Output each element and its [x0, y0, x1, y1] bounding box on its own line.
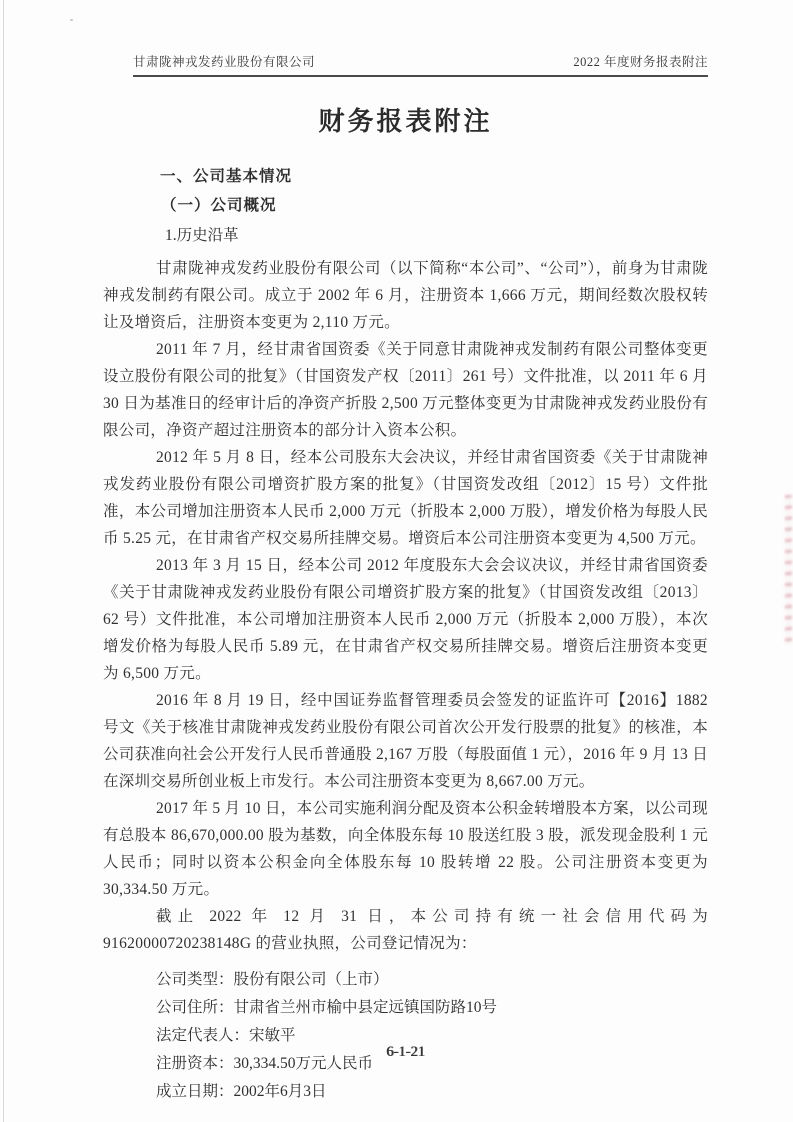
item-heading-history: 1.历史沿革	[165, 227, 239, 244]
registration-info-list	[103, 966, 708, 1106]
registration-company-type: 公司类型：股份有限公司（上市）	[156, 971, 389, 988]
paragraph-2013-capital-increase: 2013 年 3 月 15 日，经本公司 2012 年度股东大会会议决议，并经甘肃省国资委《关于甘肃陇神戎发药业股份有限公司增资扩股方案的批复》（甘国资发改组〔2013〕62 号）文件批准，本公司增加注册资本人民币 2,000 万元（折股本 2,000 万股），本次增发价格为每股人民币 5.89 元，在甘肃省产权交易所挂牌交易。增资后注册资本变更为 6,500 万元。	[103, 557, 708, 682]
paragraph-2011-restructuring: 2011 年 7 月，经甘肃省国资委《关于同意甘肃陇神戎发制药有限公司整体变更设立股份有限公司的批复》（甘国资发产权〔2011〕261 号）文件批准，以 2011 年 6 月 30 日为基准日的经审计后的净资产折股 2,500 万元整体变更为甘肃陇神戎发药业股份有限公司，净资产超过注册资本的部分计入资本公积。	[103, 341, 708, 439]
page-header	[133, 0, 708, 77]
document-title: 财务报表附注	[318, 106, 493, 136]
paragraph-company-origin: 甘肃陇神戎发药业股份有限公司（以下简称“本公司”、“公司”），前身为甘肃陇神戎发制药有限公司。成立于 2002 年 6 月，注册资本 1,666 万元，期间经数次股权转让及增资后，注册资本变更为 2,110 万元。	[103, 260, 708, 331]
paragraph-2016-ipo: 2016 年 8 月 19 日，经中国证券监督管理委员会签发的证监许可【2016】1882 号文《关于核准甘肃陇神戎发药业股份有限公司首次公开发行股票的批复》的核准，本公司获准向社会公开发行人民币普通股 2,167 万股（每股面值 1 元），2016 年 9 月 13 日在深圳交易所创业板上市发行。本公司注册资本变更为 8,667.00 万元。	[103, 692, 708, 790]
registration-establishment-date: 成立日期：2002年6月3日	[156, 1083, 327, 1100]
scan-speck	[70, 19, 73, 21]
page-number: 6-1-21	[386, 1044, 425, 1060]
paragraph-2017-profit-distribution: 2017 年 5 月 10 日，本公司实施利润分配及资本公积金转增股本方案，以公司现有总股本 86,670,000.00 股为基数，向全体股东每 10 股送红股 3 股，派发现金股利 1 元人民币；同时以资本公积金向全体股东每 10 股转增 22 股。公司注册资本变更为 30,334.50 万元。	[103, 800, 708, 898]
scan-edge-line	[3, 0, 4, 1122]
header-report-label: 2022 年度财务报表附注	[573, 55, 708, 69]
header-company-name: 甘肃陇神戎发药业股份有限公司	[133, 55, 316, 69]
registration-legal-representative: 法定代表人：宋敏平	[156, 1027, 296, 1044]
paragraph-2012-capital-increase: 2012 年 5 月 8 日，经本公司股东大会决议，并经甘肃省国资委《关于甘肃陇神戎发药业股份有限公司增资扩股方案的批复》（甘国资发改组〔2012〕15 号）文件批准，本公司增加注册资本人民币 2,000 万元（折股本 2,000 万股），增发价格为每股人民币 5.25 元，在甘肃省产权交易所挂牌交易。增资后本公司注册资本变更为 4,500 万元。	[103, 449, 708, 547]
section-heading-company-basic-info: 一、公司基本情况	[160, 168, 293, 185]
paragraph-business-license: 截止 2022 年 12 月 31 日，本公司持有统一社会信用代码为 91620000720238148G 的营业执照，公司登记情况为：	[103, 908, 708, 952]
page-content	[103, 0, 708, 1106]
registration-company-address: 公司住所：甘肃省兰州市榆中县定远镇国防路10号	[156, 999, 498, 1016]
registration-registered-capital: 注册资本：30,334.50万元人民币	[156, 1055, 374, 1072]
subsection-heading-company-overview: （一）公司概况	[161, 197, 277, 214]
red-seal-bleed-mark	[785, 495, 792, 645]
